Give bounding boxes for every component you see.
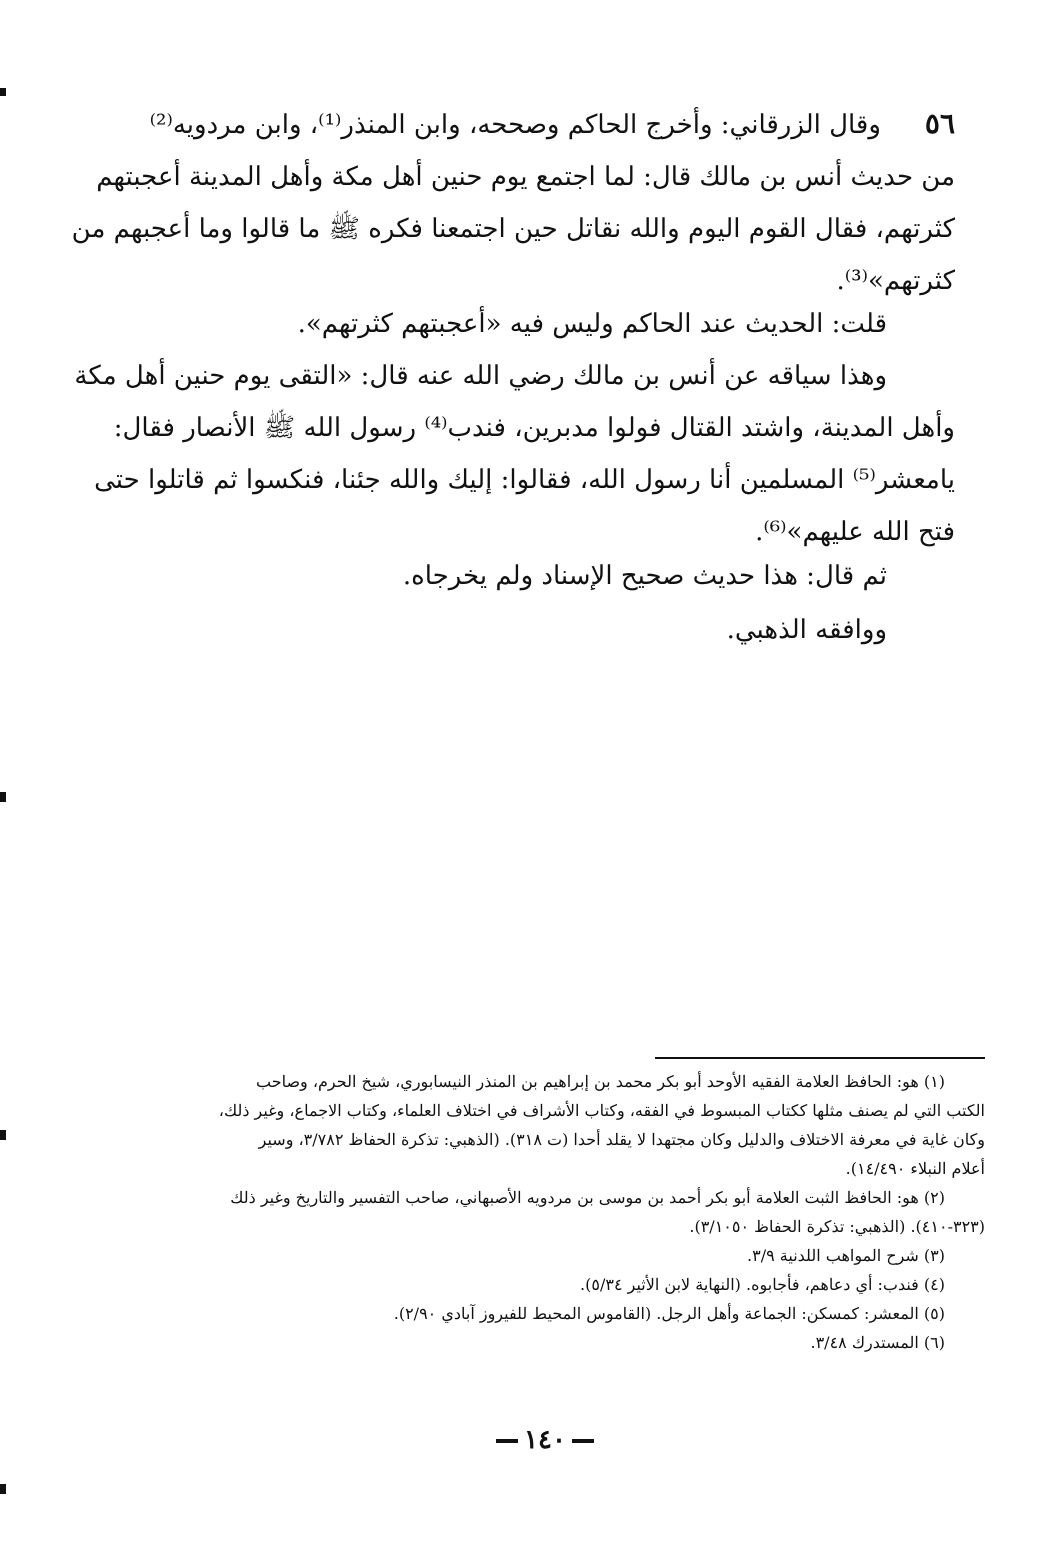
paragraph-line: يامعشر⁽⁵⁾ المسلمين أنا رسول الله، فقالوا: إليك والله جئنا، فنكسوا ثم قاتلوا حتى: [94, 465, 955, 495]
footnote-separator: [655, 1057, 985, 1059]
entry-line: كثرتهم»⁽³⁾.: [836, 266, 955, 296]
paragraph-line: فتح الله عليهم»⁽⁶⁾.: [755, 517, 955, 547]
paragraph-line: ثم قال: هذا حديث صحيح الإسناد ولم يخرجاه.: [402, 561, 887, 591]
scan-edge-mark: [0, 88, 6, 96]
page-number-dash: [496, 1439, 518, 1443]
entry-number: ٥٦: [924, 107, 955, 140]
scan-edge-mark: [0, 1484, 6, 1494]
footnote-2: (٢) هو: الحافظ الثبت العلامة أبو بكر أحمد بن موسى بن مردويه الأصبهاني، صاحب التفسير والتاريخ وغير ذلك (٣٢٣-٤١٠). (الذهبي: تذكرة الحفاظ ٣/١٠٥٠).: [230, 1188, 985, 1236]
paragraph-note: [155, 298, 955, 350]
footnote-5: (٥) المعشر: كمسكن: الجماعة وأهل الرجل. (القاموس المحيط للفيروز آبادي ٢/٩٠).: [393, 1304, 945, 1323]
entry-56: [71, 98, 955, 307]
scan-edge-mark: [0, 792, 6, 802]
entry-line: كثرتهم، فقال القوم اليوم والله نقاتل حين اجتمعنا فكره ﷺ ما قالوا وما أعجبهم من: [71, 214, 955, 244]
footnote-3: (٣) شرح المواهب اللدنية ٣/٩.: [747, 1246, 945, 1265]
footnote-6: (٦) المستدرك ٣/٤٨.: [810, 1333, 945, 1352]
entry-line: ٥٦وقال الزرقاني: وأخرج الحاكم وصححه، وابن المنذر⁽¹⁾، وابن مردويه⁽²⁾: [149, 107, 955, 140]
paragraph-agreement: [155, 604, 955, 656]
paragraph-grading: [155, 550, 955, 602]
paragraph-line: وأهل المدينة، واشتد القتال فولوا مدبرين، فندب⁽⁴⁾ رسول الله ﷺ الأنصار فقال:: [113, 413, 955, 443]
footnotes: [155, 1067, 985, 1357]
paragraph-line: قلت: الحديث عند الحاكم وليس فيه «أعجبتهم كثرتهم».: [297, 309, 887, 339]
scan-edge-mark: [0, 1130, 6, 1140]
paragraph-line: وهذا سياقه عن أنس بن مالك رضي الله عنه قال: «التقى يوم حنين أهل مكة: [74, 361, 887, 391]
footnote-1: (١) هو: الحافظ العلامة الفقيه الأوحد أبو بكر محمد بن إبراهيم بن المنذر النيسابوري، شيخ الحرم، وصاحب الكتب التي لم يصنف مثلها ككتاب المبسوط في الفقه، وكتاب الأشراف في اختلاف العلماء، وكتاب الاجماع، وغير ذلك، وكان غاية في معرفة الاختلاف والدليل وكان مجتهدا لا يقلد أحدا (ت ٣١٨). (الذهبي: تذكرة الحفاظ ٣/٧٨٢، وسير أعلام النبلاء ١٤/٤٩٠).: [218, 1072, 985, 1178]
page-number: ١٤٠: [480, 1425, 610, 1455]
page-number-dash: [572, 1439, 594, 1443]
paragraph-line: ووافقه الذهبي.: [726, 615, 887, 645]
paragraph-hadith: [74, 350, 955, 558]
footnote-4: (٤) فندب: أي دعاهم، فأجابوه. (النهاية لابن الأثير ٥/٣٤).: [580, 1275, 945, 1294]
entry-line: من حديث أنس بن مالك قال: لما اجتمع يوم حنين أهل مكة وأهل المدينة أعجبتهم: [96, 162, 955, 192]
